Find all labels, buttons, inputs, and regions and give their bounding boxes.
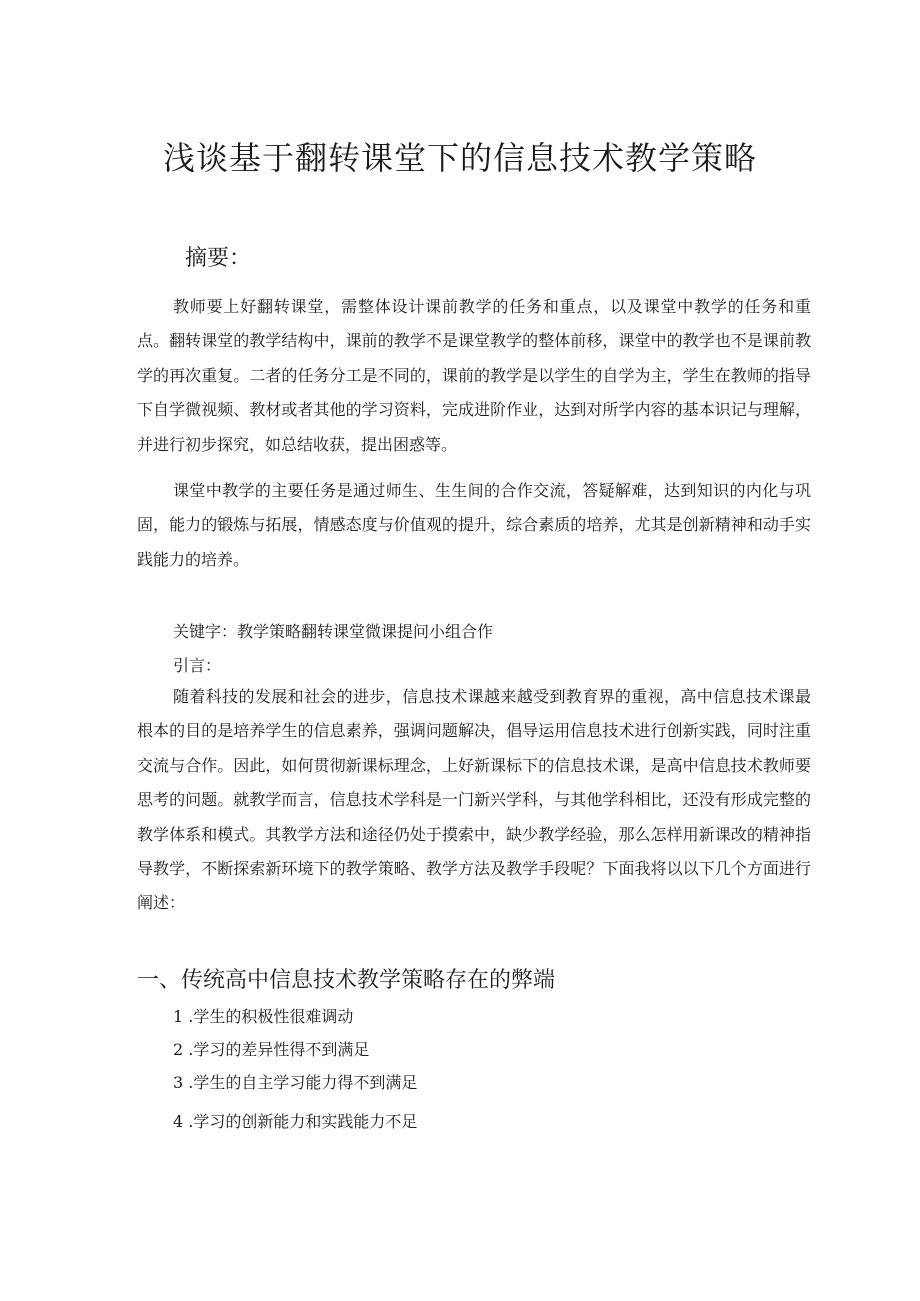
list-item: 3 .学生的自主学习能力得不到满足 (173, 1073, 418, 1092)
keywords-line: 关键字：教学策略翻转课堂微课提问小组合作 (173, 622, 494, 641)
abstract-heading: 摘要： (185, 246, 252, 271)
intro-label: 引言： (173, 656, 222, 675)
list-item: 1 .学生的积极性很难调动 (173, 1007, 354, 1026)
list-item: 4 .学习的创新能力和实践能力不足 (173, 1112, 418, 1131)
abstract-paragraph: 教师要上好翻转课堂，需整体设计课前教学的任务和重点，以及课堂中教学的任务和重点。翻转课堂的教学结构中，课前的教学不是课堂教学的整体前移，课堂中的教学也不是课前教学的再次重复。二者的任务分工是不同的，课前的教学是以学生的自学为主，学生在教师的指导下自学微视频、教材或者其他的学习资料，完成进阶作业，达到对所学内容的基本识记与理解，并进行初步探究，如总结收获，提出困惑等。 (137, 297, 811, 454)
intro-paragraph: 随着科技的发展和社会的进步，信息技术课越来越受到教育界的重视，高中信息技术课最根本的目的是培养学生的信息素养，强调问题解决，倡导运用信息技术进行创新实践，同时注重交流与合作。因此，如何贯彻新课标理念，上好新课标下的信息技术课，是高中信息技术教师要思考的问题。就教学而言，信息技术学科是一门新兴学科，与其他学科相比，还没有形成完整的教学体系和模式。其教学方法和途径仍处于摸索中，缺少教学经验，那么怎样用新课改的精神指导教学，不断探索新环境下的教学策略、教学方法及教学手段呢？下面我将以以下几个方面进行阐述： (137, 687, 811, 913)
abstract-paragraph: 课堂中教学的主要任务是通过师生、生生间的合作交流，答疑解难，达到知识的内化与巩固，能力的锻炼与拓展，情感态度与价值观的提升，综合素质的培养，尤其是创新精神和动手实践能力的培养。 (137, 481, 811, 569)
list-item: 2 .学习的差异性得不到满足 (173, 1040, 370, 1059)
section-heading: 一、传统高中信息技术教学策略存在的弊端 (137, 968, 556, 993)
document-title: 浅谈基于翻转课堂下的信息技术教学策略 (162, 139, 757, 177)
